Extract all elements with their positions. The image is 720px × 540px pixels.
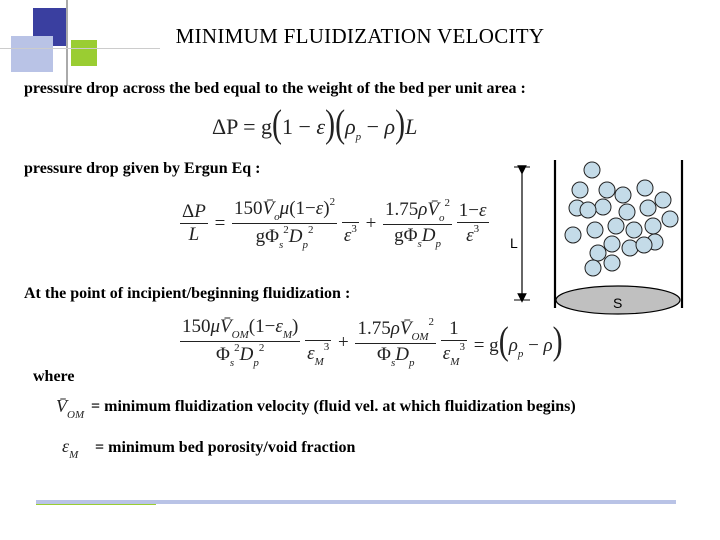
- particle: [608, 218, 624, 234]
- eq3-term2-eps: $\frac{1}{\varepsilon_M^3}$: [442, 317, 465, 368]
- eq3-term2: $\frac{1.75\rho V̄_{OM}^2}{\Phi_sD_p}$: [357, 316, 435, 369]
- symbol-v-om: $V̄_{OM}$: [56, 396, 85, 421]
- eq2-term1-eps: $\varepsilon^3$: [342, 200, 359, 247]
- eq3-term1-eps: $\varepsilon_M^3$: [305, 318, 331, 368]
- particle: [595, 199, 611, 215]
- particle: [619, 204, 635, 220]
- eq3-term1: $\frac{150\mu V̄_{OM}(1-\varepsilon_M)}{\Phi_s^2D_p^2}$: [182, 316, 299, 369]
- equation-incipient: $\frac{150\mu V̄_{OM}(1-\varepsilon_M)}{\Phi_s^2D_p^2}$ $\varepsilon_M^3$ + $\frac{1.75\rho V̄_{OM}^2}{\Phi_sD_p}$ $\frac{1}{\varepsilon_M^3}$ = $g(\rho_p - \rho)$: [182, 316, 563, 369]
- bed-height-label: L: [510, 235, 518, 251]
- particle: [580, 202, 596, 218]
- particle: [655, 192, 671, 208]
- particles: [565, 162, 678, 276]
- eq2-lhs: $\frac{\Delta P}{L}$: [182, 201, 206, 245]
- particle: [587, 222, 603, 238]
- particle: [604, 236, 620, 252]
- particle: [584, 162, 600, 178]
- fluidized-bed-figure: [500, 150, 700, 330]
- particle: [572, 182, 588, 198]
- particle: [622, 240, 638, 256]
- eq2-term2-eps: $\frac{1-\varepsilon}{\varepsilon^3}$: [458, 200, 487, 246]
- equation-ergun: $\frac{\Delta P}{L}$ = $\frac{150V̄_o\mu(1-\varepsilon)^2}{g\Phi_s^2D_p^2}$ $\varepsilon^3$ + $\frac{1.75\rho V̄_o^2}{g\Phi_sD_p}$ $\frac{1-\varepsilon}{\varepsilon^3}$: [182, 196, 487, 251]
- particle: [590, 245, 606, 261]
- eq2-term1: $\frac{150V̄_o\mu(1-\varepsilon)^2}{g\Phi_s^2D_p^2}$: [234, 196, 336, 251]
- particle: [636, 237, 652, 253]
- where-label: where: [33, 368, 75, 385]
- particle: [585, 260, 601, 276]
- slide-title: MINIMUM FLUIDIZATION VELOCITY: [175, 24, 545, 48]
- particle: [604, 255, 620, 271]
- footer-rule-green: [36, 504, 156, 505]
- eq1-content: $\Delta P = g(1 - \varepsilon)(\rho_p - \rho)L$: [212, 102, 418, 146]
- particle: [640, 200, 656, 216]
- particle: [615, 187, 631, 203]
- line-incipient-fluidization: At the point of incipient/beginning fluidization :: [24, 285, 351, 302]
- line-ergun: pressure drop given by Ergun Eq :: [24, 160, 261, 177]
- particle: [637, 180, 653, 196]
- definition-eps-m: = minimum bed porosity/void fraction: [95, 439, 356, 456]
- particle: [565, 227, 581, 243]
- line-pressure-drop-weight: pressure drop across the bed equal to the weight of the bed per unit area :: [24, 80, 526, 97]
- particle: [626, 222, 642, 238]
- particle: [662, 211, 678, 227]
- eq2-term2: $\frac{1.75\rho V̄_o^2}{g\Phi_sD_p}$: [385, 197, 451, 250]
- particle: [645, 218, 661, 234]
- definition-v-om: = minimum fluidization velocity (fluid vel. at which fluidization begins): [91, 398, 576, 415]
- support-label: S: [613, 295, 623, 311]
- symbol-eps-m: $\varepsilon_M$: [62, 436, 79, 461]
- equation-pressure-drop-weight: [212, 102, 418, 146]
- particle: [599, 182, 615, 198]
